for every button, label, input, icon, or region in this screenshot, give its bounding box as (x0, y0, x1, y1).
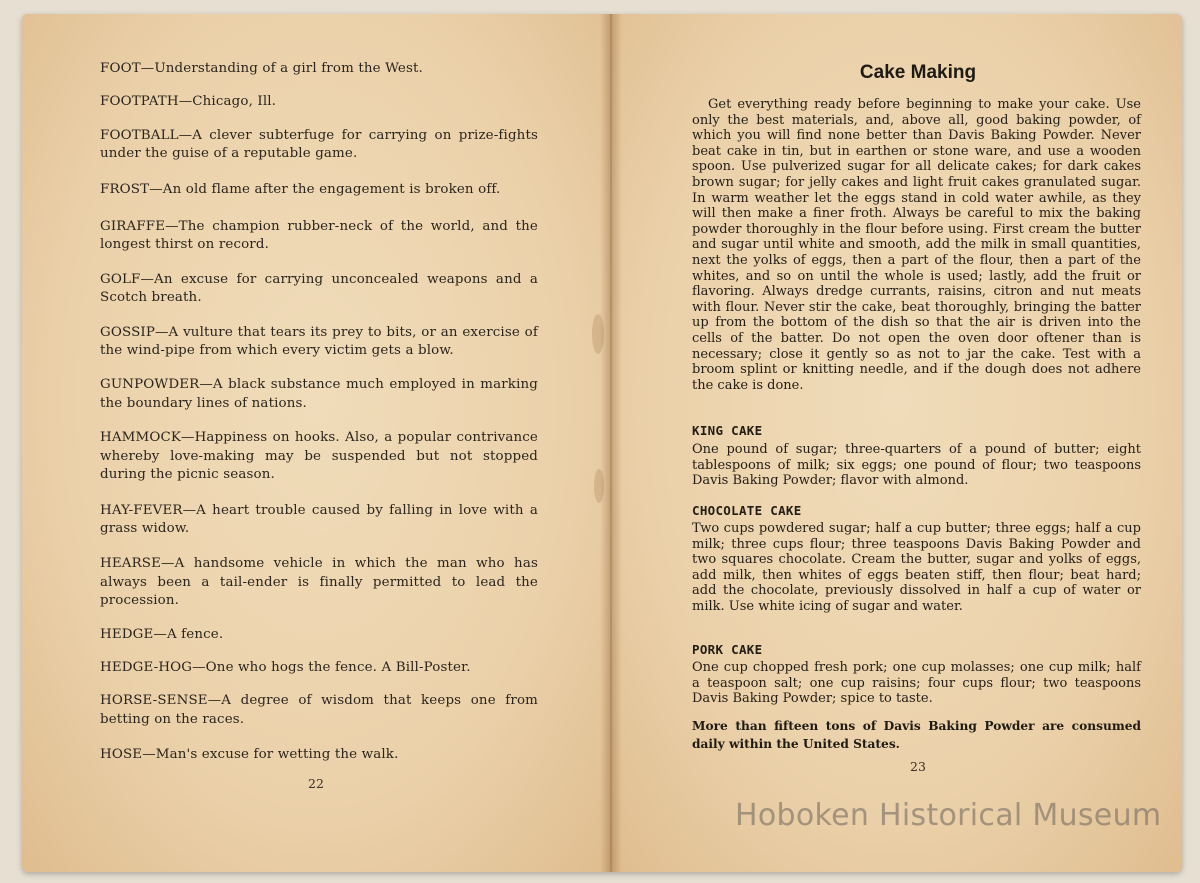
definition-entry: FOOT—Understanding of a girl from the West. (100, 61, 423, 76)
left-page (22, 14, 610, 872)
definition-entry: GUNPOWDER—A black substance much employed in marking the boundary lines of nations. (100, 377, 538, 411)
definition-entry: GOSSIP—A vulture that tears its prey to bits, or an exercise of the wind-pipe from which every victim gets a blow. (100, 324, 538, 359)
footer-note: More than fifteen tons of Davis Baking Powder are consumed daily within the United States. (692, 719, 1141, 751)
definition-entry: FROST—An old flame after the engagement is broken off. (100, 181, 501, 197)
right-page (610, 14, 1182, 872)
definition-entry: HOSE—Man's excuse for wetting the walk. (100, 747, 399, 763)
museum-watermark: Hoboken Historical Museum (735, 798, 1162, 833)
definition-entry: HEDGE-HOG—One who hogs the fence. A Bill-Poster. (100, 659, 471, 675)
page-number-right: 23 (910, 759, 926, 774)
definition-list (100, 60, 538, 765)
recipe-heading-chocolate-cake: CHOCOLATE CAKE (692, 503, 802, 518)
recipe-text-chocolate-cake: Two cups powdered sugar; half a cup butter; three eggs; half a cup milk; three cups flour; three teaspoons Davis Baking Powder and two squares chocolate. Cream the butter, sugar and yolks of eggs, add milk, then whites of eggs beaten stiff, then flour; beat hard; add the chocolate, previously dissolved in half a cup of water or milk. Use white icing of sugar and water. (692, 521, 1141, 614)
section-title: Cake Making (859, 62, 977, 83)
definition-entry: GIRAFFE—The champion rubber-neck of the world, and the longest thirst on record. (100, 219, 538, 253)
recipe-text-pork-cake: One cup chopped fresh pork; one cup molasses; one cup milk; half a teaspoon salt; one cup raisins; four cups flour; two teaspoons Davis Baking Powder; spice to taste. (692, 660, 1141, 707)
recipe-heading-king-cake: KING CAKE (692, 423, 763, 438)
definition-entry: FOOTPATH—Chicago, Ill. (100, 94, 277, 110)
definition-entry: HAY-FEVER—A heart trouble caused by falling in love with a grass widow. (100, 502, 538, 536)
definition-entry: GOLF—An excuse for carrying unconcealed weapons and a Scotch breath. (100, 271, 538, 306)
open-booklet (22, 14, 1182, 872)
definition-entry: FOOTBALL—A clever subterfuge for carrying on prize-fights under the guise of a reputable game. (100, 127, 538, 162)
definition-entry: HEDGE—A fence. (100, 626, 224, 642)
book-gutter (600, 14, 622, 872)
definition-entry: HEARSE—A handsome vehicle in which the man who has always been a tail-ender is finally permitted to lead the procession. (100, 556, 538, 609)
recipe-text-king-cake: One pound of sugar; three-quarters of a pound of butter; eight tablespoons of milk; six eggs; one pound of flour; two teaspoons Davis Baking Powder; flavor with almond. (692, 442, 1141, 489)
page-number-left: 22 (308, 776, 324, 791)
intro-paragraph: Get everything ready before beginning to make your cake. Use only the best materials, and, above all, good baking powder, of which you will find none better than Davis Baking Powder. Never beat cake in tin, but in earthen or stone ware, and use a wooden spoon. Use pulverized sugar for all delicate cakes; for dark cakes brown sugar; for jelly cakes and light fruit cakes granulated sugar. In warm weather let the eggs stand in cold water awhile, as they will then make a finer froth. Always be careful to mix the baking powder thoroughly in the flour before using. First cream the butter and sugar until white and smooth, add the milk in small quantities, next the yolks of eggs, then a part of the flour, then a part of the whites, and so on until the whole is used; lastly, add the fruit or flavoring. Always dredge currants, raisins, citron and nut meats with flour. Never stir the cake, beat thoroughly, bringing the batter up from the bottom of the dish so that the air is driven into the cells of the batter. Do not open the oven door oftener than is necessary; close it gently so as not to jar the cake. Test with a broom splint or knitting needle, and if the dough does not adhere the cake is done. (692, 97, 1141, 393)
recipe-heading-pork-cake: PORK CAKE (692, 642, 763, 657)
definition-entry: HAMMOCK—Happiness on hooks. Also, a popular contrivance whereby love-making may be suspended but not stopped during the picnic season. (100, 430, 538, 483)
definition-entry: HORSE-SENSE—A degree of wisdom that keeps one from betting on the races. (100, 693, 538, 727)
